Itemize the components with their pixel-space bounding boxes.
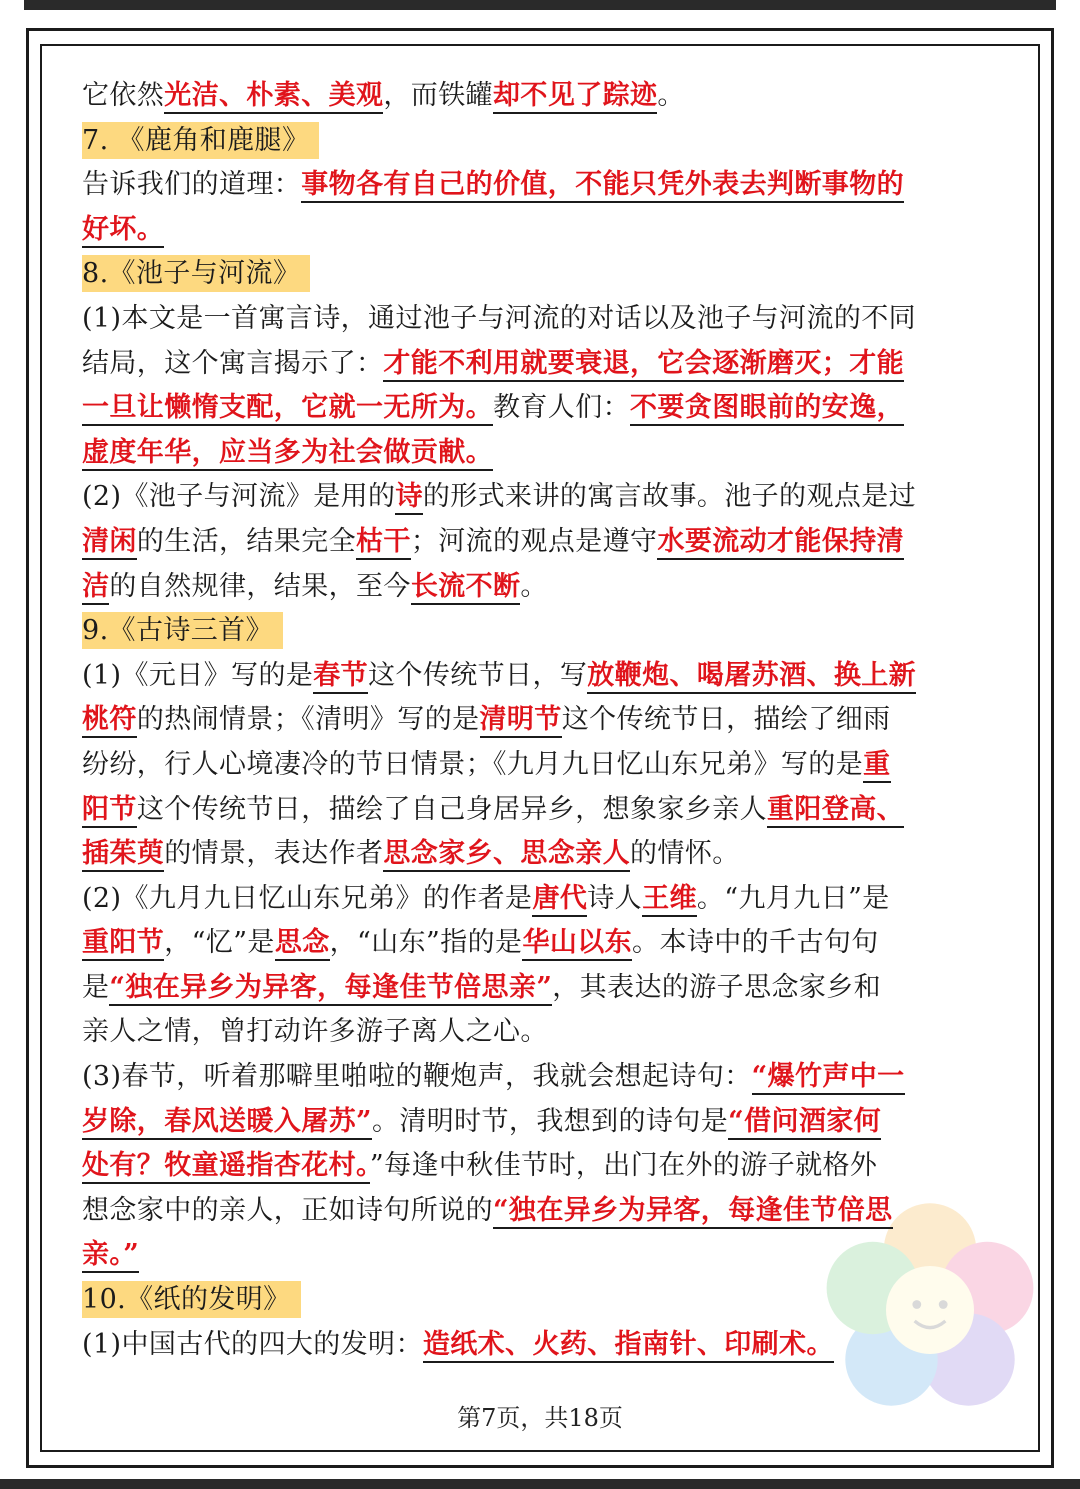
body-text: 教育人们： <box>493 392 630 424</box>
text-line <box>82 386 998 431</box>
body-text: 。“九月九日”是 <box>696 882 890 914</box>
text-line <box>82 1100 998 1145</box>
text-line <box>82 475 998 520</box>
body-text: ”每逢中秋佳节时，出门在外的游子就格外 <box>369 1150 878 1182</box>
section-heading-text: 8.《池子与河流》 <box>82 255 310 292</box>
top-edge-bar <box>0 0 1080 10</box>
answer-highlight: 思念家乡、思念亲人 <box>383 838 630 872</box>
body-text: 纷纷，行人心境凄冷的节日情景；《九月九日忆山东兄弟》写的是 <box>82 748 864 780</box>
body-text: 这个传统节日，描绘了自己身居异乡，想象家乡亲人 <box>136 793 768 825</box>
body-text: (1)中国古代的四大的发明： <box>82 1328 423 1360</box>
answer-highlight: 岁除，春风送暖入屠苏” <box>82 1106 372 1140</box>
text-line <box>82 1144 998 1189</box>
body-text: 。清明时节，我想到的诗句是 <box>371 1105 729 1137</box>
text-line <box>82 921 998 966</box>
answer-highlight: 光洁、朴素、美观 <box>164 80 383 114</box>
text-line <box>82 743 998 788</box>
text-line <box>82 1010 998 1055</box>
body-text: 的生活，结果完全 <box>136 525 357 557</box>
answer-highlight: 枯干 <box>356 526 411 560</box>
answer-highlight: 思念 <box>275 927 330 961</box>
body-text: 的情景，表达作者 <box>164 838 384 870</box>
answer-highlight: 插茱萸 <box>82 838 164 872</box>
answer-highlight: 阳节 <box>82 794 137 828</box>
text-line <box>82 520 998 565</box>
answer-highlight: 不要贪图眼前的安逸， <box>630 392 904 426</box>
body-text: (2)《九月九日忆山东兄弟》的作者是 <box>82 882 533 914</box>
answer-highlight: 洁 <box>82 571 109 605</box>
body-text: 。 <box>520 570 548 602</box>
text-line <box>82 832 998 877</box>
answer-highlight: 造纸术、火药、指南针、印刷术。 <box>423 1329 834 1363</box>
text-line <box>82 342 998 387</box>
text-line <box>82 877 998 922</box>
bottom-edge-bar <box>0 1479 1080 1489</box>
body-text: (1)本文是一首寓言诗，通过池子与河流的对话以及池子与河流的不同 <box>82 302 917 334</box>
answer-highlight: 长流不断 <box>411 571 521 605</box>
answer-highlight: 诗 <box>395 481 422 515</box>
section-heading-text: 10.《纸的发明》 <box>82 1281 301 1318</box>
answer-highlight: 却不见了踪迹 <box>493 80 657 114</box>
body-text: 它依然 <box>82 80 165 111</box>
answer-highlight: “爆竹声中一 <box>752 1061 905 1095</box>
section-heading <box>82 252 998 297</box>
body-text: 。本诗中的千古句句 <box>632 927 879 959</box>
answer-highlight: 清闲 <box>82 526 137 560</box>
text-line <box>82 1189 998 1234</box>
text-line <box>82 654 998 699</box>
answer-highlight: 虚度年华，应当多为社会做贡献。 <box>82 437 493 471</box>
answer-highlight: 好坏。 <box>82 214 164 248</box>
body-text: ，“山东”指的是 <box>329 927 523 959</box>
answer-highlight: 春节 <box>313 660 368 694</box>
text-line <box>82 565 998 610</box>
answer-highlight: “独在异乡为异客，每逢佳节倍思亲” <box>109 972 552 1006</box>
body-text: (2)《池子与河流》是用的 <box>82 481 396 513</box>
body-text: 结局，这个寓言揭示了： <box>82 347 384 379</box>
answer-highlight: 才能不利用就要衰退，它会逐渐磨灭；才能 <box>383 348 904 382</box>
text-line <box>82 431 998 476</box>
text-line <box>82 297 998 342</box>
body-text: 是 <box>82 971 110 1003</box>
section-heading <box>82 1278 998 1323</box>
text-line <box>82 1233 998 1278</box>
body-text: 这个传统节日，写 <box>368 659 588 691</box>
answer-highlight: 一旦让懒惰支配，它就一无所为。 <box>82 392 493 426</box>
answer-highlight: 放鞭炮、喝屠苏酒、换上新 <box>587 660 916 694</box>
answer-highlight: 重 <box>863 749 890 783</box>
answer-highlight: 事物各有自己的价值，不能只凭外表去判断事物的 <box>301 169 904 203</box>
answer-highlight: 王维 <box>642 883 697 917</box>
body-text: 的情怀。 <box>630 838 740 870</box>
section-heading <box>82 609 998 654</box>
answer-highlight: 清明节 <box>480 704 562 738</box>
answer-highlight: “独在异乡为异客，每逢佳节倍思 <box>493 1195 893 1229</box>
answer-highlight: 水要流动才能保持清 <box>657 526 904 560</box>
body-text: 的自然规律，结果，至今 <box>109 570 411 602</box>
section-heading <box>82 119 998 164</box>
answer-highlight: 桃符 <box>82 704 137 738</box>
content-area <box>82 74 998 1367</box>
answer-highlight: 重阳节 <box>82 927 164 961</box>
answer-highlight: 亲。” <box>82 1239 139 1273</box>
answer-highlight: 处有？牧童遥指杏花村。 <box>82 1150 370 1184</box>
page-footer: 第7页，共18页 <box>457 1404 623 1432</box>
body-text: 。 <box>657 80 685 111</box>
body-text: 这个传统节日，描绘了细雨 <box>561 704 891 736</box>
body-text: ；河流的观点是遵守 <box>410 525 658 557</box>
body-text: 告诉我们的道理： <box>82 169 302 201</box>
answer-highlight: 重阳登高、 <box>767 794 904 828</box>
body-text: ，“忆”是 <box>164 927 275 959</box>
text-line <box>82 1055 998 1100</box>
answer-highlight: 唐代 <box>532 883 587 917</box>
text-line <box>82 698 998 743</box>
body-text: ，而铁罐 <box>383 80 494 111</box>
section-heading-text: 9.《古诗三首》 <box>82 612 283 649</box>
body-text: 想念家中的亲人，正如诗句所说的 <box>82 1194 493 1226</box>
text-line <box>82 966 998 1011</box>
answer-highlight: 华山以东 <box>522 927 632 961</box>
section-heading-text: 7. 《鹿角和鹿腿》 <box>82 122 319 159</box>
answer-highlight: “借问酒家何 <box>728 1106 881 1140</box>
body-text: 的热闹情景；《清明》写的是 <box>136 704 480 736</box>
text-line <box>82 74 998 119</box>
body-text: 亲人之情，曾打动许多游子离人之心。 <box>82 1016 548 1048</box>
body-text: (3)春节，听着那噼里啪啦的鞭炮声，我就会想起诗句： <box>82 1061 752 1093</box>
body-text: 诗人 <box>587 882 643 914</box>
body-text: ，其表达的游子思念家乡和 <box>552 971 882 1003</box>
text-line <box>82 1323 998 1368</box>
body-text: 的形式来讲的寓言故事。池子的观点是过 <box>422 481 917 513</box>
text-line <box>82 163 998 208</box>
text-line <box>82 208 998 253</box>
body-text: (1)《元日》写的是 <box>82 659 314 691</box>
text-line <box>82 788 998 833</box>
